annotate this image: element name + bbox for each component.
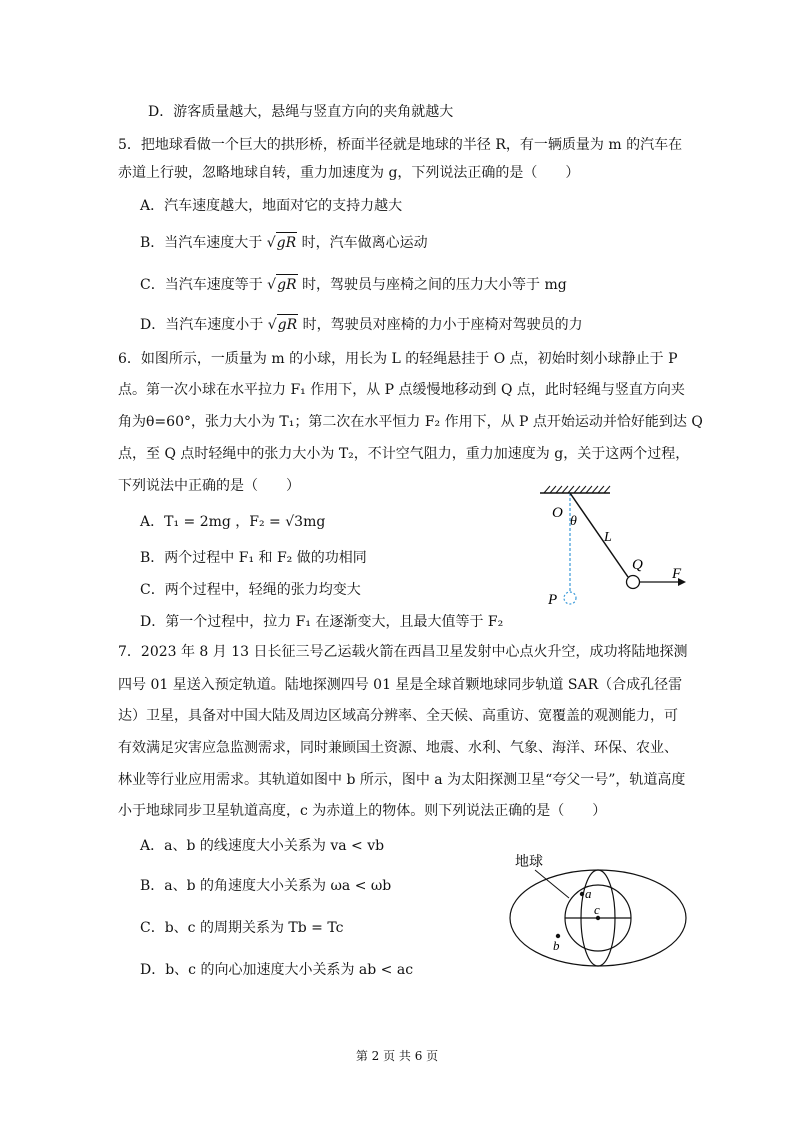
q6-option-a: A．T₁ = 2mg ，F₂ = √3mg [140, 514, 326, 530]
q7-option-a: A．a、b 的线速度大小关系为 va < vb [140, 838, 385, 854]
pendulum-figure [530, 485, 700, 615]
label-q: Q [632, 557, 643, 573]
q7-option-b: B．a、b 的角速度大小关系为 ωa < ωb [140, 878, 392, 894]
q7-stem-line-3: 达）卫星，具备对中国大陆及周边区域高分辨率、全天候、高重访、宽覆盖的观测能力，可 [118, 708, 678, 724]
label-theta: θ [570, 514, 577, 529]
sqrt-radicand: gR [277, 314, 299, 335]
label-p: P [548, 592, 558, 608]
q5-option-b-post: 时，汽车做离心运动 [301, 235, 428, 251]
sqrt-gr: √gR [268, 314, 298, 335]
q5-option-c [140, 274, 567, 295]
q7-stem-line-1: 7．2023 年 8 月 13 日长征三号乙运载火箭在西昌卫星发射中心点火升空，成功将陆地探测 [118, 644, 688, 660]
q5-option-d [140, 314, 583, 335]
q5-option-c-post: 时，驾驶员与座椅之间的压力大小等于 mg [302, 277, 567, 293]
q5-option-b-pre: B．当汽车速度大于 [140, 235, 263, 251]
orbit-figure [505, 850, 695, 980]
q7-option-c: C．b、c 的周期关系为 Tb = Tc [140, 920, 344, 936]
label-c: c [594, 902, 600, 917]
q6-stem-line-2: 点。第一次小球在水平拉力 F₁ 作用下，从 P 点缓慢地移动到 Q 点，此时轻绳与竖直方向夹 [118, 382, 685, 398]
q6-stem-line-3: 角为θ=60°，张力大小为 T₁；第二次在水平恒力 F₂ 作用下，从 P 点开始运动并恰好能到达 Q [118, 414, 703, 430]
q4-option-d: D．游客质量越大，悬绳与竖直方向的夹角就越大 [148, 104, 454, 120]
label-earth: 地球 [515, 854, 543, 870]
sqrt-radicand: gR [276, 274, 298, 295]
sqrt-radicand: gR [276, 232, 298, 253]
rope-to-q [570, 493, 628, 577]
q5-stem-line-2: 赤道上行驶，忽略地球自转，重力加速度为 g，下列说法正确的是（ ） [118, 165, 580, 181]
label-o: O [552, 505, 563, 521]
q7-option-d: D．b、c 的向心加速度大小关系为 ab < ac [140, 962, 414, 978]
q5-option-a: A．汽车速度越大，地面对它的支持力越大 [140, 198, 403, 214]
q5-stem-line-1: 5．把地球看做一个巨大的拱形桥，桥面半径就是地球的半径 R，有一辆质量为 m 的汽车在 [118, 137, 683, 153]
q6-stem-line-4: 点，至 Q 点时轻绳中的张力大小为 T₂，不计空气阻力，重力加速度为 g，关于这两个过程， [118, 446, 690, 462]
q6-option-d: D．第一个过程中，拉力 F₁ 在逐渐变大，且最大值等于 F₂ [140, 614, 504, 630]
label-f: F [672, 566, 682, 582]
label-b: b [553, 938, 560, 953]
label-l: L [604, 530, 612, 545]
sqrt-gr: √gR [267, 274, 297, 295]
label-a: a [585, 886, 592, 901]
q6-stem-line-5: 下列说法中正确的是（ ） [118, 478, 300, 494]
q7-stem-line-5: 林业等行业应用需求。其轨道如图中 b 所示，图中 a 为太阳探测卫星“夸父一号”，轨道高度 [118, 772, 686, 788]
ball-q [627, 576, 640, 589]
q6-option-b: B．两个过程中 F₁ 和 F₂ 做的功相同 [140, 550, 367, 566]
q6-stem-line-1: 6．如图所示，一质量为 m 的小球，用长为 L 的轻绳悬挂于 O 点，初始时刻小球静止于 P [118, 351, 678, 367]
page-footer: 第 2 页 共 6 页 [355, 1049, 439, 1063]
q5-option-d-post: 时，驾驶员对座椅的力小于座椅对驾驶员的力 [302, 317, 583, 333]
q7-stem-line-6: 小于地球同步卫星轨道高度，c 为赤道上的物体。则下列说法正确的是（ ） [118, 803, 607, 819]
q7-stem-line-4: 有效满足灾害应急监测需求，同时兼顾国土资源、地震、水利、气象、海洋、环保、农业、 [118, 740, 678, 756]
q5-option-b [140, 232, 428, 253]
q7-stem-line-2: 四号 01 星送入预定轨道。陆地探测四号 01 星是全球首颗地球同步轨道 SAR（合成孔径雷 [118, 677, 683, 693]
q5-option-d-pre: D．当汽车速度小于 [140, 317, 264, 333]
q6-option-c: C．两个过程中，轻绳的张力均变大 [140, 582, 361, 598]
sqrt-gr: √gR [267, 232, 297, 253]
ball-p [564, 592, 576, 604]
q5-option-c-pre: C．当汽车速度等于 [140, 277, 263, 293]
